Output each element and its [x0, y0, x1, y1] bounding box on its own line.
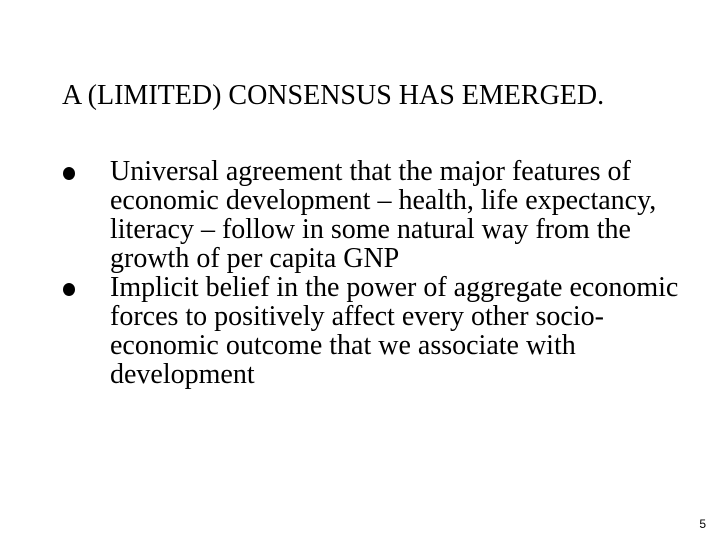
bullet-list [63, 157, 683, 389]
bullet-text: Universal agreement that the major features of economic development – health, life expectancy, literacy – follow in some natural way from the growth of per capita GNP [110, 156, 657, 274]
bullet-item-implicit-belief [63, 273, 683, 389]
bullet-item-universal-agreement [63, 157, 683, 273]
page-number: 5 [699, 517, 706, 531]
bullet-point-icon [63, 283, 75, 296]
bullet-point-icon [63, 167, 75, 180]
bullet-text: Implicit belief in the power of aggregate economic forces to positively affect every other socio-economic outcome that we associate with development [110, 272, 679, 390]
slide-title: A (LIMITED) CONSENSUS HAS EMERGED. [62, 80, 605, 111]
